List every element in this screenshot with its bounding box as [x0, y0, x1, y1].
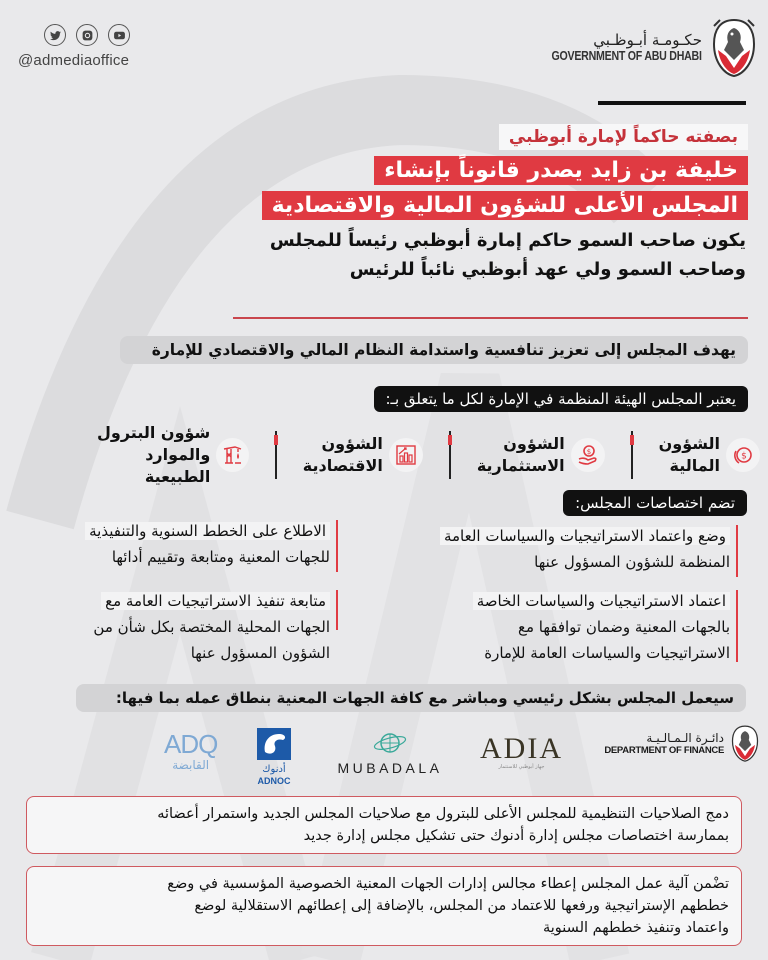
red-bullet-bar [336, 520, 338, 572]
logo-mubadala: MUBADALA [332, 730, 448, 776]
social-block [18, 24, 142, 69]
category-separator [449, 431, 451, 479]
falcon-emblem-icon [730, 722, 760, 764]
oil-pump-icon [216, 438, 249, 472]
logo-department-of-finance: دائـرة الـمـالـيـة DEPARTMENT OF FINANCE [604, 722, 760, 764]
mubadala-globe-icon [373, 730, 407, 756]
note-box-merge: دمج الصلاحيات التنظيمية للمجلس الأعلى للبترول مع صلاحيات المجلس الجديد واستمرار أعضائه بممارسة اختصاصات مجلس إدارة أدنوك حتى تشكيل مجلس إدارة جديد [26, 796, 742, 854]
investment-hand-icon [571, 438, 605, 472]
category-economic: الشؤون الاقتصادية [303, 433, 423, 477]
competency-item: اعتماد الاستراتيجيات والسياسات الخاصة بالجهات المعنية وضمان توافقها مع الاستراتيجيات والسياسات العامة للإمارة [370, 588, 730, 666]
logo-adnoc: أدنوك ADNOC [256, 728, 292, 786]
financial-coin-icon [726, 438, 760, 472]
category-financial: $ الشؤون المالية [659, 433, 760, 477]
note-box-mechanism: تضْمن آلية عمل المجلس إعطاء مجالس إدارات الجهات المعنية الخصوصية المؤسسية في وضع خططهم الإستراتيجية ورفعها للاعتماد من المجلس، بالإضافة إلى إعطائهم الاستقلالية لوضع واعتماد وتنفيذ خططهم السنوية [26, 866, 742, 946]
entity-logos [150, 722, 760, 792]
gov-name-ar: حكـومـة أبـوظـبي [593, 31, 702, 49]
category-row [80, 422, 760, 488]
regulator-heading: يعتبر المجلس الهيئة المنظمة في الإمارة لكل ما يتعلق بـ: [374, 386, 749, 412]
category-separator [631, 431, 633, 479]
headline-lead [188, 220, 748, 284]
logo-adia: ADIA جهاز أبوظبي للاستثمار [480, 732, 563, 770]
logo-adq: ADQ القابضة [164, 729, 218, 772]
competency-item: متابعة تنفيذ الاستراتيجيات العامة مع الجهات المحلية المختصة بكل شأن من الشؤون المسؤول عنها [0, 588, 330, 666]
category-separator [275, 431, 277, 479]
svg-text:$: $ [741, 451, 747, 462]
svg-text:$: $ [586, 448, 591, 456]
competency-item: الاطلاع على الخطط السنوية والتنفيذية للجهات المعنية ومتابعة وتقييم أدائها [10, 518, 330, 570]
goal-banner: يهدف المجلس إلى تعزيز تنافسية واستدامة النظام المالي والاقتصادي للإمارة [120, 336, 748, 364]
competencies-heading: تضم اختصاصات المجلس: [563, 490, 747, 516]
twitter-icon[interactable] [44, 24, 66, 46]
social-handle[interactable]: @admediaoffice [18, 52, 130, 69]
instagram-icon[interactable] [76, 24, 98, 46]
gov-name-en: GOVERNMENT OF ABU DHABI [551, 49, 702, 63]
red-bullet-bar [336, 590, 338, 630]
competency-item: وضع واعتماد الاستراتيجيات والسياسات العامة المنظمة للشؤون المسؤول عنها [370, 523, 730, 575]
government-logo [525, 16, 758, 78]
headline-title-line2: المجلس الأعلى للشؤون المالية والاقتصادية [262, 191, 748, 220]
lead-line2: وصاحب السمو ولي عهد أبوظبي نائباً للرئيس [349, 259, 746, 280]
youtube-icon[interactable] [108, 24, 130, 46]
lead-line1: يكون صاحب السمو حاكم إمارة أبوظبي رئيساً للمجلس [269, 230, 746, 251]
red-bullet-bar [736, 525, 738, 577]
falcon-emblem-icon [710, 16, 758, 78]
headline-title-line1: خليفة بن زايد يصدر قانوناً بإنشاء [374, 156, 748, 185]
category-oil: شؤون البترول والموارد الطبيعية [80, 422, 249, 488]
adnoc-falcon-icon [257, 728, 291, 760]
category-investment: $ الشؤون الاستثمارية [477, 433, 605, 477]
headline-block [188, 124, 748, 284]
header-divider [598, 101, 746, 105]
red-divider [233, 317, 748, 319]
entities-heading: سيعمل المجلس بشكل رئيسي ومباشر مع كافة الجهات المعنية بنطاق عمله بما فيها: [76, 684, 746, 712]
headline-subtitle: بصفته حاكماً لإمارة أبوظبي [499, 124, 748, 150]
red-bullet-bar [736, 590, 738, 662]
economic-chart-icon [389, 438, 423, 472]
